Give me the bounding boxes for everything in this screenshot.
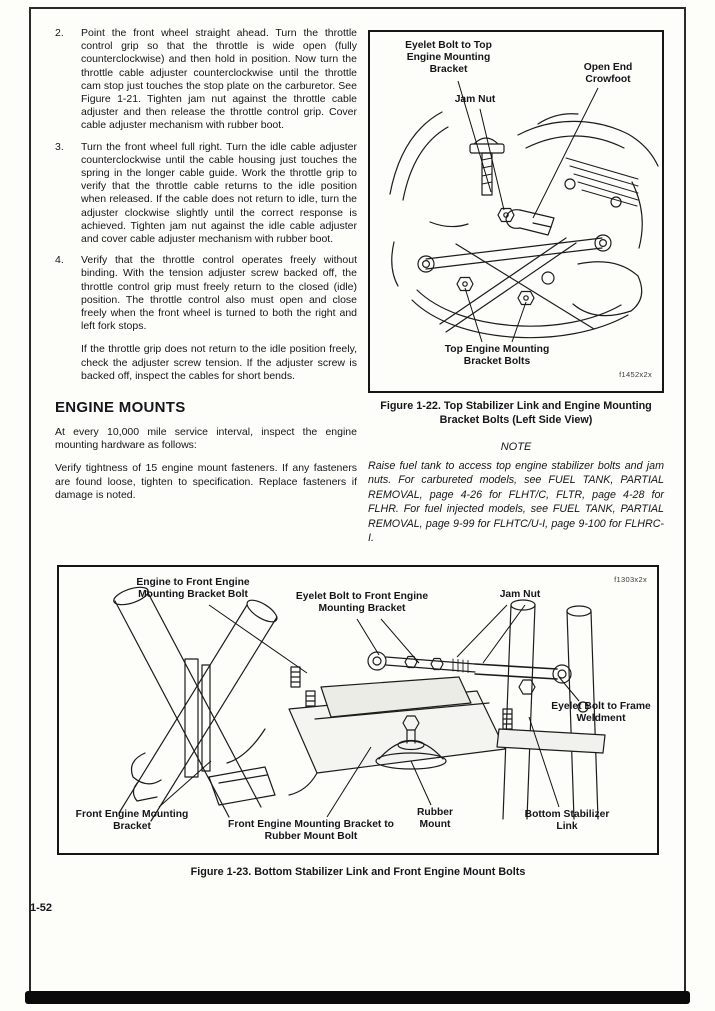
list-item-4 xyxy=(55,254,357,333)
label-eyelet-bolt-top: Eyelet Bolt to Top Engine Mounting Bracket xyxy=(405,40,492,75)
label-top-bracket-bolts: Top Engine Mounting Bracket Bolts xyxy=(444,344,550,367)
list-gap xyxy=(73,27,81,133)
list-item-number: 3. xyxy=(55,140,64,153)
list-item-text: Turn the front wheel full right. Turn the idle cable adjuster counterclockwise until the cable housing just touches the spring in the longer cable guide. Work the throttle grip to verify that the throttle cable returns to the idle position when released. If the cable does not return to idle, turn the adjuster clockwise slightly until the correct response is achieved. Tighten jam nut against the idle cable adjuster and cover cable adjuster mechanism with rubber boot. xyxy=(81,140,357,246)
closing-paragraph: If the throttle grip does not return to the idle position freely, check the adjuster screw tension. If the adjuster screw is backed off, inspect the cables for short bends. xyxy=(81,343,357,382)
list-gap xyxy=(73,254,81,333)
label-engine-bracket-bolt: Engine to Front Engine Mounting Bracket Bolt xyxy=(136,577,250,600)
page-border-left xyxy=(29,7,31,992)
page-bottom-bar xyxy=(25,991,690,1004)
label-jam-nut: Jam Nut xyxy=(454,94,496,105)
figure-1-22 xyxy=(368,30,664,393)
body-paragraph: At every 10,000 mile service interval, inspect the engine mounting hardware as follows: xyxy=(55,426,357,452)
figure-1-23-caption: Figure 1-23. Bottom Stabilizer Link and Front Engine Mount Bolts xyxy=(190,866,526,878)
label-open-end-crowfoot: Open End Crowfoot xyxy=(583,62,633,85)
note-body: Raise fuel tank to access top engine stabilizer bolts and jam nuts. For carbureted models, see FUEL TANK, PARTIAL REMOVAL, page 4-26 for FLHT/C, FLTR, page 4-28 for FLHR. For fuel injected models, see FUEL TANK, PARTIAL REMOVAL, page 9-99 for FLHTC/U-I, page 9-100 for FLHRC-I. xyxy=(368,460,664,545)
list-item-text: Verify that the throttle control operates freely without binding. With the tension adjuster screw backed off, the throttle control grip must freely return to the closed (idle) position. The throttle control also must open and close freely when the front wheel is turned to both the right and left fork stops. xyxy=(81,254,357,333)
list-gap xyxy=(73,141,81,247)
page-border-right xyxy=(684,7,686,992)
page-border-top xyxy=(29,7,686,9)
list-item-number: 2. xyxy=(55,27,64,39)
label-bracket-rubber-bolt: Front Engine Mounting Bracket to Rubber Mount Bolt xyxy=(228,819,394,842)
page-number: 1-52 xyxy=(30,902,53,914)
list-item-number: 4. xyxy=(55,254,64,267)
label-eyelet-bolt-front: Eyelet Bolt to Front Engine Mounting Bracket xyxy=(295,591,429,614)
list-item-3 xyxy=(55,141,357,247)
list-item-2 xyxy=(55,27,357,133)
figure-code: f1303x2x xyxy=(614,575,647,584)
figure-1-22-caption: Figure 1-22. Top Stabilizer Link and Engine Mounting Bracket Bolts (Left Side View) xyxy=(380,400,652,426)
label-front-engine-bracket: Front Engine Mounting Bracket xyxy=(75,809,189,832)
figure-code: f1452x2x xyxy=(619,370,652,379)
list-item-text: Point the front wheel straight ahead. Turn the throttle control grip so that the throttle is wide open (fully counterclockwise) and then hold in position. Now turn the throttle cable adjuster counterclockwise until the throttle cam stop just touches the stop plate on the carburetor. See Figure 1-21. Tighten jam nut against the throttle cable adjuster and then release the throttle control grip. Cover cable adjuster mechanism with rubber boot. xyxy=(81,27,357,132)
label-bottom-stabilizer-link: Bottom Stabilizer Link xyxy=(524,809,610,832)
section-heading: ENGINE MOUNTS xyxy=(55,399,186,417)
note-heading: NOTE xyxy=(500,441,532,453)
label-eyelet-frame-weldment: Eyelet Bolt to Frame Weldment xyxy=(551,701,651,724)
body-paragraph: Verify tightness of 15 engine mount fasteners. If any fasteners are found loose, tighten to specification. Replace fasteners if damage is noted. xyxy=(55,462,357,501)
left-column xyxy=(55,27,357,512)
label-rubber-mount: Rubber Mount xyxy=(416,807,454,830)
label-jam-nut: Jam Nut xyxy=(499,589,541,600)
figure-1-23 xyxy=(57,565,659,855)
